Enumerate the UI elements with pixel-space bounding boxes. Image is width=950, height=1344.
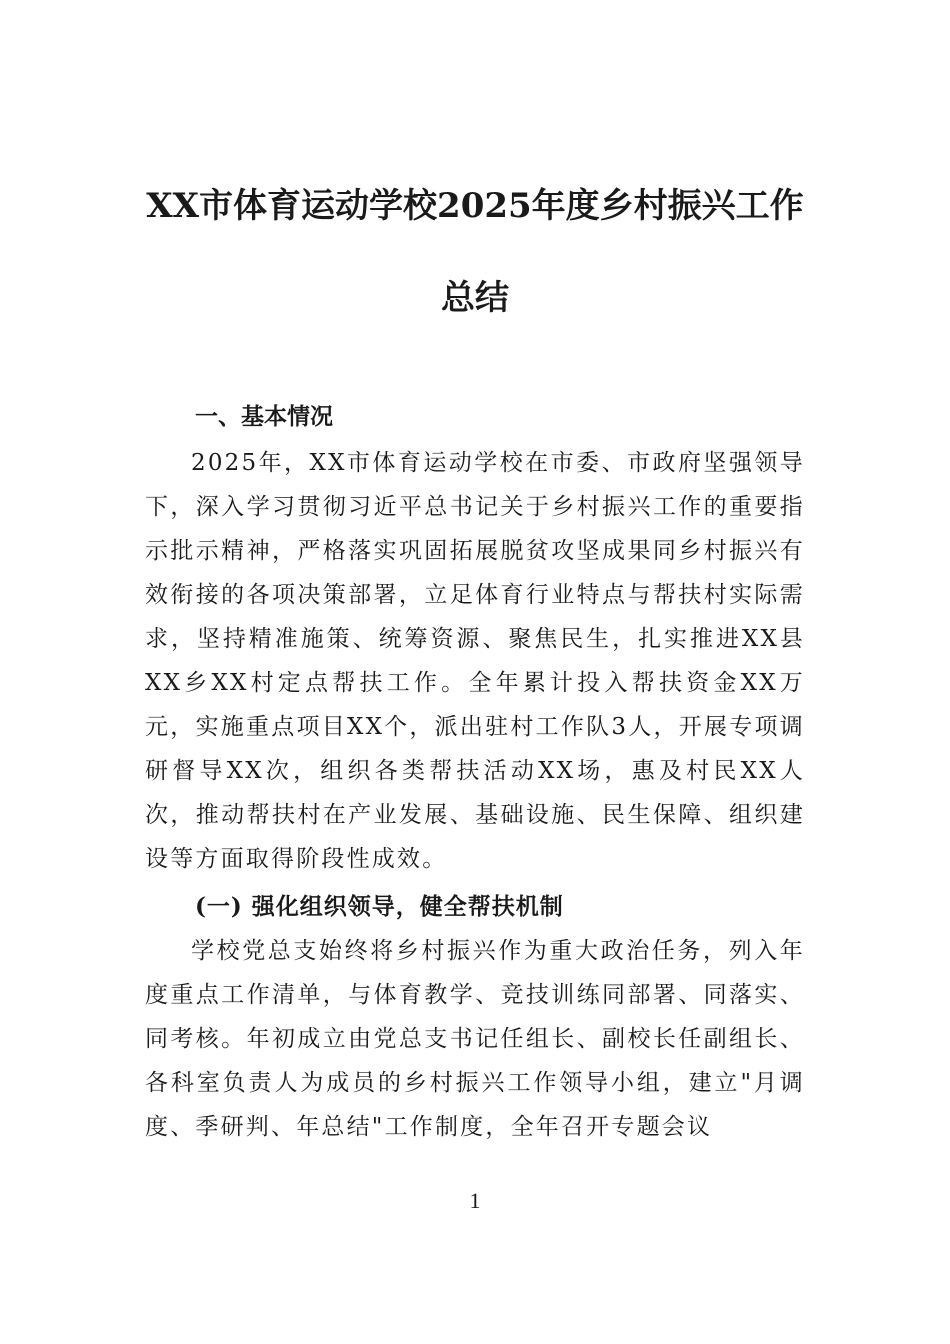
basic-situation-paragraph: 2025年，XX市体育运动学校在市委、市政府坚强领导下，深入学习贯彻习近平总书记关于乡村振兴工作的重要指示批示精神，严格落实巩固拓展脱贫攻坚成果同乡村振兴有效衔接的各项决策部署，立足体育行业特点与帮扶村实际需求，坚持精准施策、统筹资源、聚焦民生，扎实推进XX县XX乡XX村定点帮扶工作。全年累计投入帮扶资金XX万元，实施重点项目XX个，派出驻村工作队3人，开展专项调研督导XX次，组织各类帮扶活动XX场，惠及村民XX人次，推动帮扶村在产业发展、基础设施、民生保障、组织建设等方面取得阶段性成效。 (145, 450, 805, 872)
subsection-heading-organization: (一) 强化组织领导，健全帮扶机制 (195, 893, 564, 920)
page-number: 1 (469, 1188, 481, 1213)
section-heading-basic-situation: 一、基本情况 (195, 404, 333, 430)
document-title: XX市体育运动学校2025年度乡村振兴工作总结 (146, 186, 804, 318)
organization-paragraph: 学校党总支始终将乡村振兴作为重大政治任务，列入年度重点工作清单，与体育教学、竞技训练同部署、同落实、同考核。年初成立由党总支书记任组长、副校长任副组长、各科室负责人为成员的乡村振兴工作领导小组，建立"月调度、季研判、年总结"工作制度，全年召开专题会议 (145, 938, 805, 1140)
